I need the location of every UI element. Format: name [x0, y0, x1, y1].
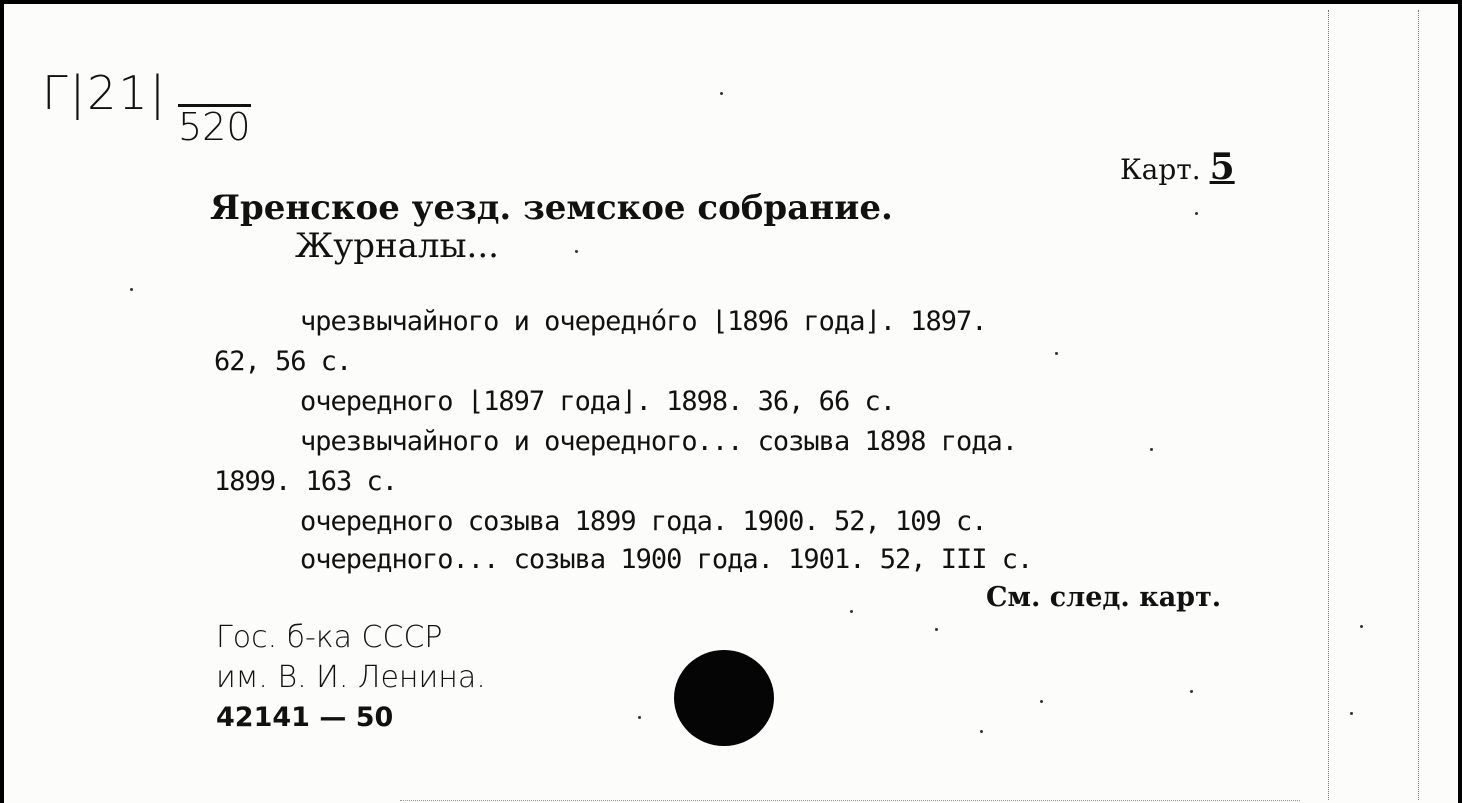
dust-speck — [935, 628, 938, 631]
dust-speck — [720, 92, 723, 95]
print-number: 42141 — 50 — [216, 702, 394, 733]
library-name: Гос. б-ка СССР — [216, 620, 443, 655]
card-number — [1120, 146, 1235, 188]
card-left-edge — [0, 0, 4, 803]
punch-hole — [674, 650, 774, 746]
entry-line: 1899. 163 с. — [214, 466, 398, 497]
dust-speck — [1190, 690, 1193, 693]
entry-line: 62, 56 с. — [214, 346, 352, 377]
dust-speck — [1150, 448, 1153, 451]
entry-line: очередного созыва 1899 года. 1900. 52, 109 с. — [300, 506, 987, 537]
scan-artifact-line — [1418, 10, 1419, 800]
title: Журналы... — [295, 226, 499, 266]
scan-artifact-line — [1328, 10, 1329, 800]
entry-line: очередного ⌊1897 года⌋. 1898. 36, 66 с. — [300, 386, 895, 417]
shelfmark-sub: 520 — [178, 105, 251, 149]
card-top-edge — [0, 0, 1462, 4]
heading: Яренское уезд. земское собрание. — [210, 188, 893, 228]
dust-speck — [1055, 352, 1058, 355]
entry-line: чрезвычайного и очередно́го ⌊1896 года⌋. 1897. — [300, 306, 987, 337]
scan-artifact-line — [400, 800, 1300, 801]
dust-speck — [850, 610, 853, 613]
dust-speck — [130, 288, 133, 291]
library-name-2: им. В. И. Ленина. — [216, 660, 486, 695]
dust-speck — [1360, 625, 1363, 628]
entry-line: очередного... созыва 1900 года. 1901. 52, III с. — [300, 544, 1033, 575]
dust-speck — [980, 730, 983, 733]
dust-speck — [1195, 212, 1198, 215]
entry-line: чрезвычайного и очередного... созыва 1898 года. — [300, 426, 1018, 457]
dust-speck — [1040, 700, 1043, 703]
card-number-value: 5 — [1209, 146, 1235, 188]
see-next-card: См. след. карт. — [986, 582, 1222, 613]
dust-speck — [638, 716, 641, 719]
card-number-label: Карт. — [1120, 153, 1201, 186]
dust-speck — [1350, 712, 1353, 715]
card-right-edge — [1458, 0, 1462, 803]
dust-speck — [575, 250, 578, 253]
shelfmark: Г|21| — [42, 66, 168, 120]
